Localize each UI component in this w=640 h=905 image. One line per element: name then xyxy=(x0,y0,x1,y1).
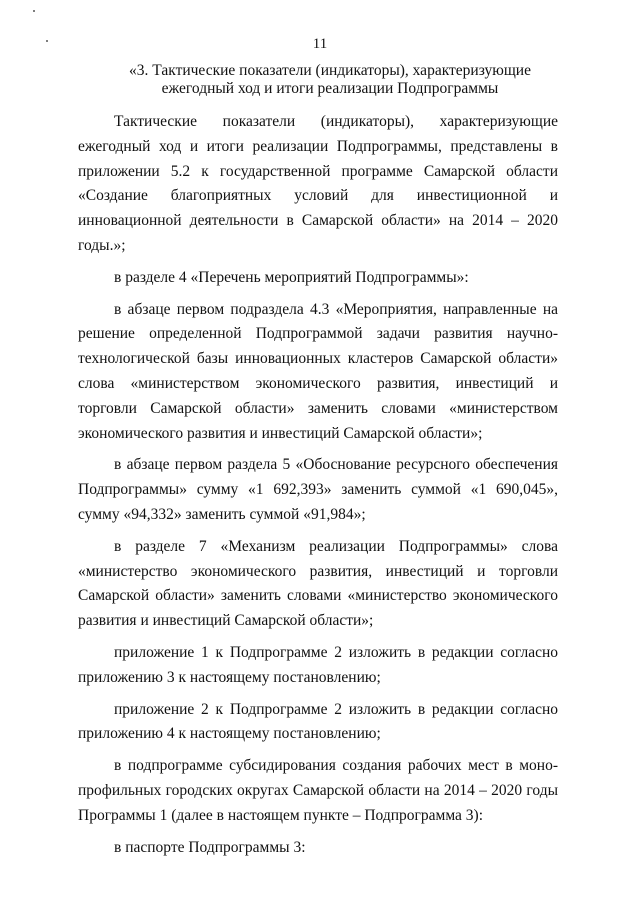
paragraph-1: Тактические показатели (индикаторы), характеризующие ежегодный ход и итоги реализации Подпрограммы, представлены в приложении 5.2 к государственной программе Самарской области «Создание благоприятных условий для инвестиционной и инновационной деятельности в Самарской области» на 2014 – 2020 годы.»; xyxy=(78,113,558,254)
paragraph-8: в подпрограмме субсидирования создания рабочих мест в моно-профильных городских округах Самарской области на 2014 – 2020 годы Программы 1 (далее в настоящем пункте – Подпрограмма 3): xyxy=(78,757,558,824)
paragraph-2: в разделе 4 «Перечень мероприятий Подпрограммы»: xyxy=(114,268,469,286)
page-number: 11 xyxy=(312,36,328,52)
document-body xyxy=(78,110,558,867)
paragraph-6: приложение 1 к Подпрограмме 2 изложить в редакции согласно приложению 3 к настоящему постановлению; xyxy=(78,643,558,686)
paragraph-4: в абзаце первом раздела 5 «Обоснование ресурсного обеспечения Подпрограммы» сумму «1 692,393» заменить суммой «1 690,045», сумму «94,332» заменить суммой «91,984»; xyxy=(78,456,558,523)
paragraph-9: в паспорте Подпрограммы 3: xyxy=(114,838,306,856)
paragraph-5: в разделе 7 «Механизм реализации Подпрограммы» слова «министерство экономического развития, инвестиций и торговли Самарской области» заменить словами «министерство экономического развития и инвестиций Самарской области»; xyxy=(78,537,558,630)
paragraph-3: в абзаце первом подраздела 4.3 «Мероприятия, направленные на решение определенной Подпрограммой задачи развития научно-технологической базы инновационных кластеров Самарской области» слова «министерством экономического развития, инвестиций и торговли Самарской области» заменить словами «министерством экономического развития и инвестиций Самарской области»; xyxy=(78,300,558,442)
section-heading: «3. Тактические показатели (индикаторы), характеризующие ежегодный ход и итоги реализации Подпрограммы xyxy=(129,62,531,97)
paragraph-7: приложение 2 к Подпрограмме 2 изложить в редакции согласно приложению 4 к настоящему постановлению; xyxy=(78,700,558,743)
scan-speck xyxy=(33,10,35,12)
